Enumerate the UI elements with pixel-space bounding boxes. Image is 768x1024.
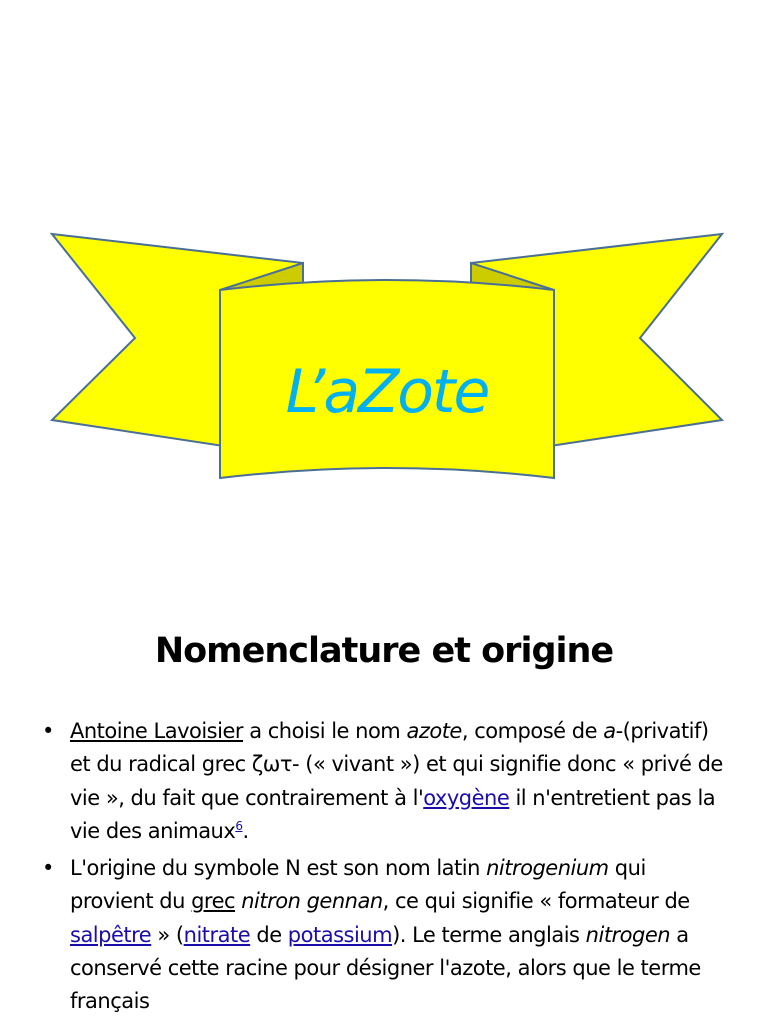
- text-segment: il n'entretient pas la vie des animaux: [70, 785, 716, 843]
- text-segment: a choisi le nom: [243, 719, 407, 743]
- text-segment: L'origine du symbole N est son nom latin: [70, 856, 487, 881]
- italic-term: nitrogenium: [486, 856, 609, 881]
- text-segment: de: [250, 922, 288, 947]
- text-segment: .: [242, 818, 249, 843]
- page-title: Nomenclature et origine: [154, 631, 614, 671]
- underlined-term: grec: [191, 889, 236, 914]
- list-item: [40, 852, 730, 1018]
- italic-term: azote: [406, 719, 462, 743]
- text-segment: , composé de: [461, 719, 604, 743]
- italic-term: nitrogen: [585, 922, 671, 947]
- bullet-icon: •: [42, 719, 54, 743]
- author-name: Antoine Lavoisier: [70, 719, 244, 743]
- bullet-list: [40, 715, 730, 1023]
- banner-title: L’aZote: [285, 357, 489, 427]
- text-segment: qui provient du: [70, 856, 646, 914]
- link-salpetre[interactable]: salpêtre: [70, 922, 152, 947]
- link-potassium[interactable]: potassium: [287, 922, 393, 947]
- text-segment: -(privatif) et du radical grec ζωτ- (« vivant ») et qui signifie donc « privé de vie », du fait que contrairement à l': [70, 719, 723, 810]
- link-nitrate[interactable]: nitrate: [183, 922, 251, 947]
- link-oxygene[interactable]: oxygène: [423, 785, 510, 810]
- bullet-icon: •: [42, 856, 54, 881]
- italic-term: nitron gennan: [241, 889, 383, 914]
- text-segment: ). Le terme anglais: [392, 922, 586, 947]
- text-segment: , ce qui signifie « formateur de: [382, 889, 690, 914]
- text-segment: » (: [151, 922, 184, 947]
- text-segment: a conservé cette racine pour désigner l'azote, alors que le terme français: [70, 922, 701, 1014]
- italic-term: a: [603, 719, 616, 743]
- footnote-link[interactable]: 6: [235, 818, 243, 833]
- list-item: [40, 715, 730, 848]
